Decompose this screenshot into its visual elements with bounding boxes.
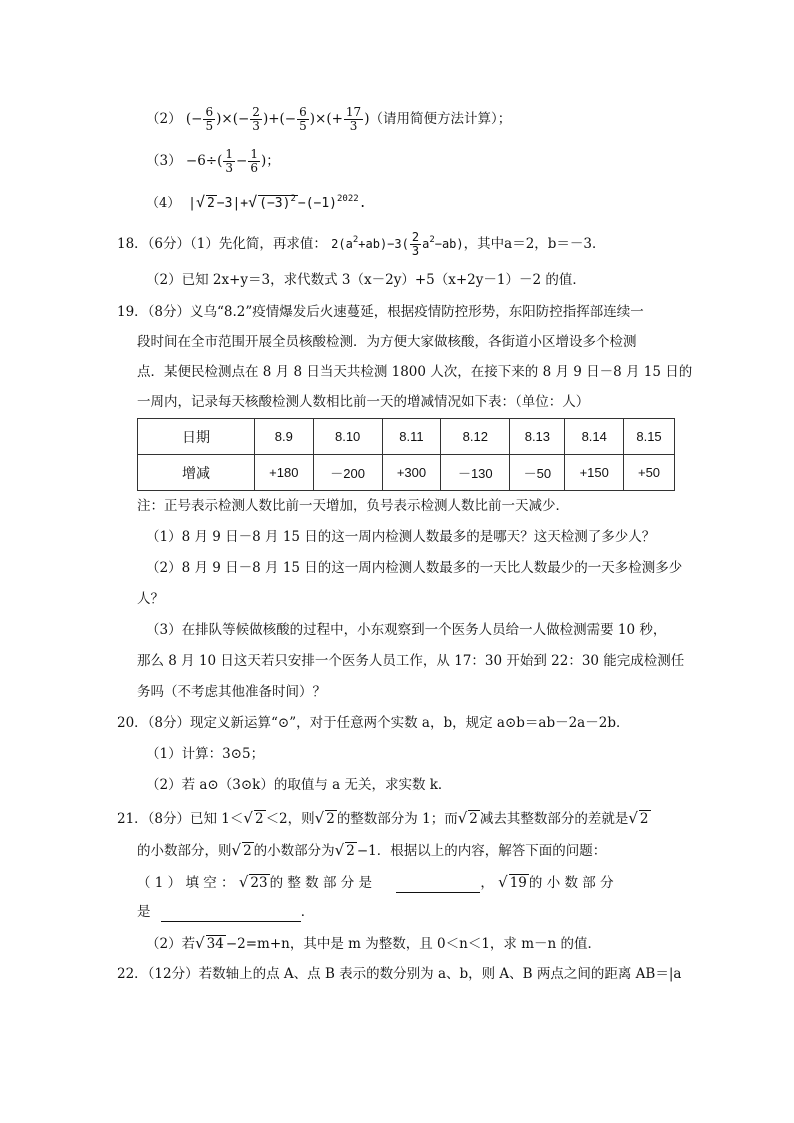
q21-line4 [137, 902, 314, 922]
fraction: $\frac{6}{5}$ [299, 105, 307, 133]
fraction: $\frac{1}{3}$ [225, 147, 234, 175]
table-cell: 8.15 [624, 419, 675, 455]
radicand: 2 [206, 196, 215, 211]
radicand: 19 [509, 875, 527, 891]
q19-line1: 19．（8分）义乌“8.2”疫情爆发后火速蔓延，根据疫情防控形势，东阳防控指挥部连续一 [117, 304, 644, 320]
radical-sign-icon: √ [243, 809, 253, 827]
expr-text: − [236, 153, 248, 169]
q21-line3 [137, 872, 614, 893]
abs-bar: | [188, 196, 196, 211]
expr-text: )×(+ [309, 111, 343, 127]
data-table [137, 418, 675, 491]
question-text: （ 1 ） 填 空 ： [137, 875, 235, 891]
radical-sign-icon: √ [314, 809, 325, 827]
q17-part4 [146, 192, 367, 214]
q19-line4: 一周内，记录每天核酸检测人数相比前一天的增减情况如下表：（单位：人） [137, 394, 590, 410]
table-cell: +150 [565, 455, 624, 491]
radicand: 2 [254, 811, 264, 827]
radicand: 34 [206, 936, 224, 952]
q19-part3-line1: （3）在排队等候做核酸的过程中，小东观察到一个医务人员给一人做检测需要 10 秒， [146, 622, 667, 638]
fraction: $\frac{17}{3}$ [345, 105, 362, 133]
question-text: 减去其整数部分的差就是 [479, 811, 629, 827]
answer-blank-1[interactable] [396, 878, 480, 893]
q17-part3 [146, 148, 280, 175]
question-text: 的小数部分，则 [137, 843, 232, 859]
table-cell: 8.13 [510, 419, 565, 455]
q19-line3: 点．某便民检测点在 8 月 8 日当天共检测 1800 人次，在接下来的 8 月 9 日－8 月 15 日的 [137, 364, 693, 380]
part-number: （2） [146, 111, 182, 127]
question-text: 是 [137, 904, 151, 920]
radical-sign-icon: √ [498, 873, 508, 891]
exponent: 2022 [337, 194, 359, 204]
expr-text: . [358, 196, 367, 211]
table-cell: 8.12 [441, 419, 510, 455]
table-header: 增减 [138, 455, 255, 491]
radicand: $(-3)^2$ [259, 194, 296, 211]
radical-sign-icon: √ [238, 873, 249, 891]
table-cell: －130 [441, 455, 510, 491]
table-cell: －50 [510, 455, 565, 491]
q21-line1 [117, 808, 651, 829]
question-text: ＜2，则 [265, 811, 315, 827]
q19-part3-line2: 那么 8 月 10 日这天若只安排一个医务人员工作，从 17：30 开始到 22：30 能完成检测任 [137, 653, 685, 669]
table-cell: －200 [313, 455, 382, 491]
question-text: 的 小 数 部 分 [528, 875, 614, 891]
table-row [138, 419, 675, 455]
fraction: $\frac{1}{6}$ [250, 147, 258, 175]
radicand: 2 [639, 811, 649, 827]
table-cell: 8.14 [565, 419, 624, 455]
question-text: 21．（8分）已知 1＜ [117, 811, 244, 827]
table-cell: 8.11 [382, 419, 441, 455]
expr-text: )×(− [216, 111, 250, 127]
table-cell: +50 [624, 455, 675, 491]
radical-sign-icon: √ [334, 841, 345, 859]
question-text: 的小数部分为 [253, 843, 335, 859]
q19-part2-line2: 人？ [137, 591, 164, 607]
table-header: 日期 [138, 419, 255, 455]
table-cell: +180 [255, 455, 314, 491]
question-text: −2=m+n，其中是 m 为整数，且 0＜n＜1，求 m－n 的值． [225, 936, 601, 952]
radical-sign-icon: √ [457, 809, 468, 827]
q19-part2-line1: （2）8 月 9 日－8 月 15 日的这一周内检测人数最多的一天比人数最少的一天多检测多少 [146, 560, 683, 576]
q19-part1: （1）8 月 9 日－8 月 15 日的这一周内检测人数最多的是哪天？这天检测了多少人？ [146, 529, 656, 545]
expr-text: )； [260, 153, 280, 169]
q20-line1: 20．（8分）现定义新运算“⊙”，对于任意两个实数 a，b，规定 a⊙b＝ab－2a－2b． [117, 715, 630, 731]
radical-sign-icon: √ [231, 841, 242, 859]
table-cell: 8.9 [255, 419, 314, 455]
question-text: 的整数部分为 1；而 [336, 811, 458, 827]
radicand: 2 [326, 811, 335, 827]
radicand: 2 [243, 843, 252, 859]
expr-text: )（请用简便方法计算）； [364, 111, 512, 127]
q18-expression: $2(a^2+ab)-3$( $\frac{2}{3}$ $a^2-ab$) [331, 230, 464, 258]
expr-text: )+(− [262, 111, 297, 127]
radicand: 2 [469, 811, 478, 827]
q18-part2: （2）已知 2x+y＝3，求代数式 3（x－2y）+5（x+2y－1）－2 的值． [146, 272, 586, 288]
expr-text: −(−1) [297, 196, 338, 211]
part-number: （4） [146, 196, 181, 211]
q21-line2 [137, 840, 606, 861]
expr-text: −3|+ [216, 196, 249, 211]
radicand: 2 [346, 843, 355, 859]
radical-sign-icon: √ [195, 934, 205, 952]
q18-line1 [117, 231, 606, 258]
expr-text: −6÷( [185, 153, 223, 169]
q17-part2 [146, 106, 511, 133]
question-text: 的 整 数 部 分 是 [269, 875, 373, 891]
radicand: 23 [250, 875, 268, 891]
q22-line1: 22．（12分）若数轴上的点 A、点 B 表示的数分别为 a、b，则 A、B 两点之间的距离 AB＝|a [117, 966, 682, 982]
q20-part2: （2）若 a⊙（3⊙k）的取值与 a 无关，求实数 k． [146, 777, 452, 793]
q20-part1: （1）计算：3⊙5； [146, 746, 265, 762]
table-cell: 8.10 [313, 419, 382, 455]
q19-line2: 段时间在全市范围开展全员核酸检测．为方便大家做核酸，各街道小区增设多个检测 [137, 334, 637, 350]
fraction: $\frac{2}{3}$ [252, 105, 260, 133]
table-row [138, 455, 675, 491]
expr-text: (− [185, 111, 203, 127]
question-text: ． [300, 904, 315, 920]
question-text: −1．根据以上的内容，解答下面的问题： [356, 843, 607, 859]
radical-sign-icon: √ [628, 809, 638, 827]
q19-part3-line3: 务吗（不考虑其他准备时间）？ [137, 684, 326, 700]
question-text: 18．（6分）（1）先化简，再求值： [117, 236, 327, 252]
question-text: （2）若 [146, 936, 196, 952]
q21-part2 [146, 933, 601, 954]
q19-note: 注：正号表示检测人数比前一天增加，负号表示检测人数比前一天减少． [137, 498, 569, 514]
table-cell: +300 [382, 455, 441, 491]
fraction: $\frac{6}{5}$ [205, 105, 214, 133]
question-text: ，其中a＝2，b＝－3． [463, 236, 606, 252]
part-number: （3） [146, 153, 182, 169]
question-text: ， [480, 875, 494, 891]
answer-blank-2[interactable] [161, 907, 301, 922]
radical-sign-icon: √ [248, 193, 258, 211]
radical-sign-icon: √ [195, 193, 205, 211]
